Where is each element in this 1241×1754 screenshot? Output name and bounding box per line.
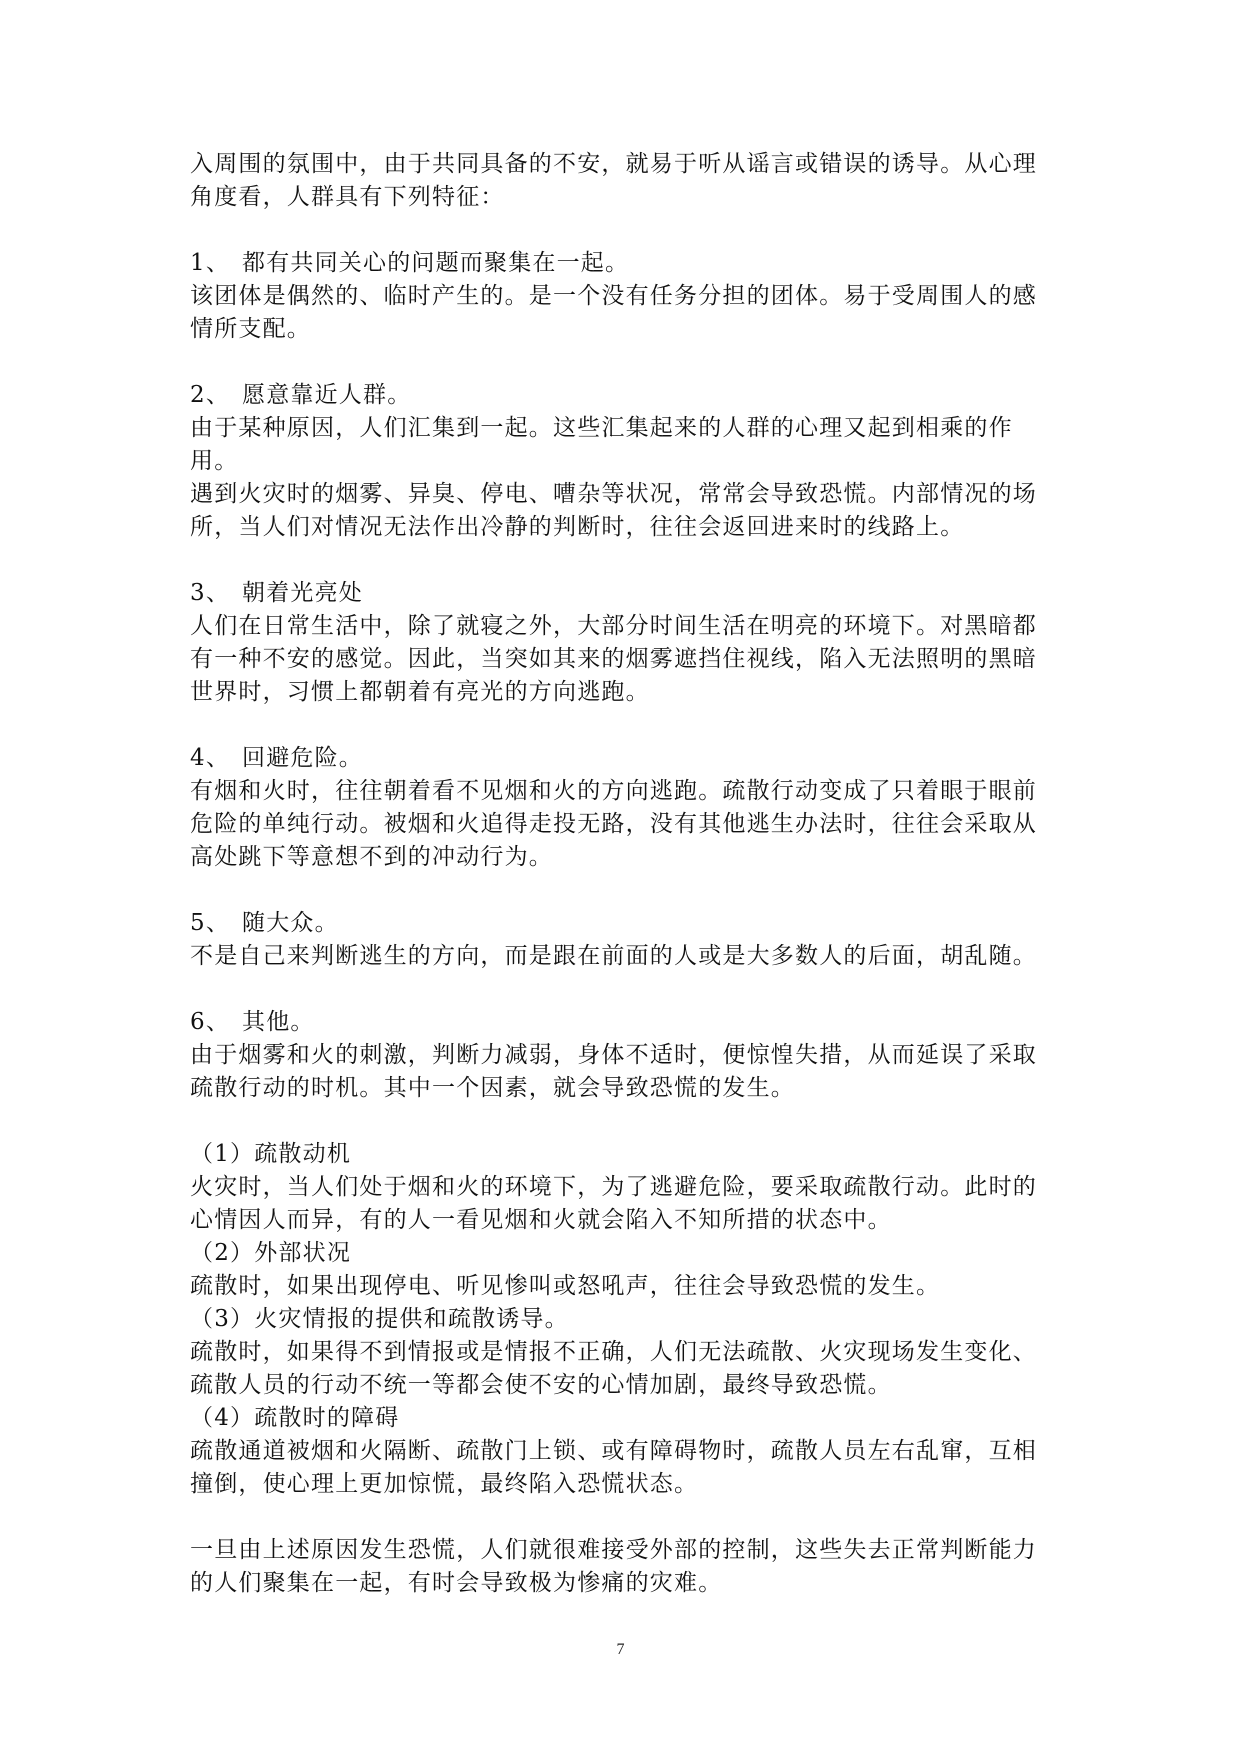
subsection-1-line: 火灾时，当人们处于烟和火的环境下，为了逃避危险，要采取疏散行动。此时的 bbox=[190, 1174, 1037, 1200]
subsection-4-line: 疏散通道被烟和火隔断、疏散门上锁、或有障碍物时，疏散人员左右乱窜，互相 bbox=[190, 1438, 1037, 1464]
subsection-1-line: 心情因人而异，有的人一看见烟和火就会陷入不知所措的状态中。 bbox=[190, 1207, 892, 1233]
subsection-2-line: 疏散时，如果出现停电、听见惨叫或怒吼声，往往会导致恐慌的发生。 bbox=[190, 1273, 941, 1299]
spacer bbox=[190, 1501, 1060, 1534]
section-4-line: 有烟和火时，往往朝着看不见烟和火的方向逃跑。疏散行动变成了只着眼于眼前 bbox=[190, 778, 1037, 804]
section-5-line: 不是自己来判断逃生的方向，而是跟在前面的人或是大多数人的后面，胡乱随。 bbox=[190, 943, 1037, 969]
section-heading-2 bbox=[190, 379, 1060, 412]
section-2-line: 由于某种原因，人们汇集到一起。这些汇集起来的人群的心理又起到相乘的作用。 bbox=[190, 415, 1013, 474]
section-heading-1 bbox=[190, 247, 1060, 280]
section-6-line: 疏散行动的时机。其中一个因素，就会导致恐慌的发生。 bbox=[190, 1075, 795, 1101]
spacer bbox=[190, 1105, 1060, 1138]
spacer bbox=[190, 973, 1060, 1006]
section-number: 3、 bbox=[190, 580, 231, 606]
section-heading-3 bbox=[190, 577, 1060, 610]
section-2-line: 遇到火灾时的烟雾、异臭、停电、嘈杂等状况，常常会导致恐慌。内部情况的场 bbox=[190, 481, 1037, 507]
section-number: 2、 bbox=[190, 382, 231, 408]
subsection-3-line: 疏散时，如果得不到情报或是情报不正确，人们无法疏散、火灾现场发生变化、 bbox=[190, 1339, 1037, 1365]
page-number: 7 bbox=[616, 1641, 625, 1658]
conclusion-line-1: 一旦由上述原因发生恐慌，人们就很难接受外部的控制，这些失去正常判断能力 bbox=[190, 1537, 1037, 1563]
section-title: 随大众。 bbox=[242, 910, 339, 936]
spacer bbox=[190, 346, 1060, 379]
section-4-line: 危险的单纯行动。被烟和火追得走投无路，没有其他逃生办法时，往往会采取从 bbox=[190, 811, 1037, 837]
intro-line-2: 角度看，人群具有下列特征： bbox=[190, 184, 505, 210]
section-3-line: 有一种不安的感觉。因此，当突如其来的烟雾遮挡住视线，陷入无法照明的黑暗 bbox=[190, 646, 1037, 672]
intro-line-1: 入周围的氛围中，由于共同具备的不安，就易于听从谣言或错误的诱导。从心理 bbox=[190, 151, 1037, 177]
subsection-3-line: 疏散人员的行动不统一等都会使不安的心情加剧，最终导致恐慌。 bbox=[190, 1372, 892, 1398]
page-content bbox=[190, 148, 1060, 1600]
section-4-line: 高处跳下等意想不到的冲动行为。 bbox=[190, 844, 553, 870]
subsection-heading-3: （3）火灾情报的提供和疏散诱导。 bbox=[190, 1306, 569, 1332]
section-6-line: 由于烟雾和火的刺激，判断力减弱，身体不适时，便惊惶失措，从而延误了采取 bbox=[190, 1042, 1037, 1068]
subsection-4-line: 撞倒，使心理上更加惊慌，最终陷入恐慌状态。 bbox=[190, 1471, 699, 1497]
section-3-line: 世界时，习惯上都朝着有亮光的方向逃跑。 bbox=[190, 679, 650, 705]
section-number: 5、 bbox=[190, 910, 231, 936]
conclusion-line-2: 的人们聚集在一起，有时会导致极为惨痛的灾难。 bbox=[190, 1570, 723, 1596]
section-3-line: 人们在日常生活中，除了就寝之外，大部分时间生活在明亮的环境下。对黑暗都 bbox=[190, 613, 1037, 639]
subsection-heading-2: （2）外部状况 bbox=[190, 1240, 352, 1266]
subsection-heading-1: （1）疏散动机 bbox=[190, 1141, 352, 1167]
section-heading-4 bbox=[190, 742, 1060, 775]
spacer bbox=[190, 874, 1060, 907]
section-heading-6 bbox=[190, 1006, 1060, 1039]
section-heading-5 bbox=[190, 907, 1060, 940]
section-title: 愿意靠近人群。 bbox=[242, 382, 412, 408]
section-title: 都有共同关心的问题而聚集在一起。 bbox=[242, 250, 630, 276]
spacer bbox=[190, 214, 1060, 247]
section-number: 6、 bbox=[190, 1009, 231, 1035]
section-1-line: 情所支配。 bbox=[190, 316, 311, 342]
subsection-heading-4: （4）疏散时的障碍 bbox=[190, 1405, 400, 1431]
spacer bbox=[190, 544, 1060, 577]
spacer bbox=[190, 709, 1060, 742]
section-title: 回避危险。 bbox=[242, 745, 363, 771]
section-2-line: 所，当人们对情况无法作出冷静的判断时，往往会返回进来时的线路上。 bbox=[190, 514, 965, 540]
section-number: 1、 bbox=[190, 250, 231, 276]
section-title: 朝着光亮处 bbox=[242, 580, 363, 606]
section-title: 其他。 bbox=[242, 1009, 315, 1035]
section-number: 4、 bbox=[190, 745, 231, 771]
section-1-line: 该团体是偶然的、临时产生的。是一个没有任务分担的团体。易于受周围人的感 bbox=[190, 283, 1037, 309]
